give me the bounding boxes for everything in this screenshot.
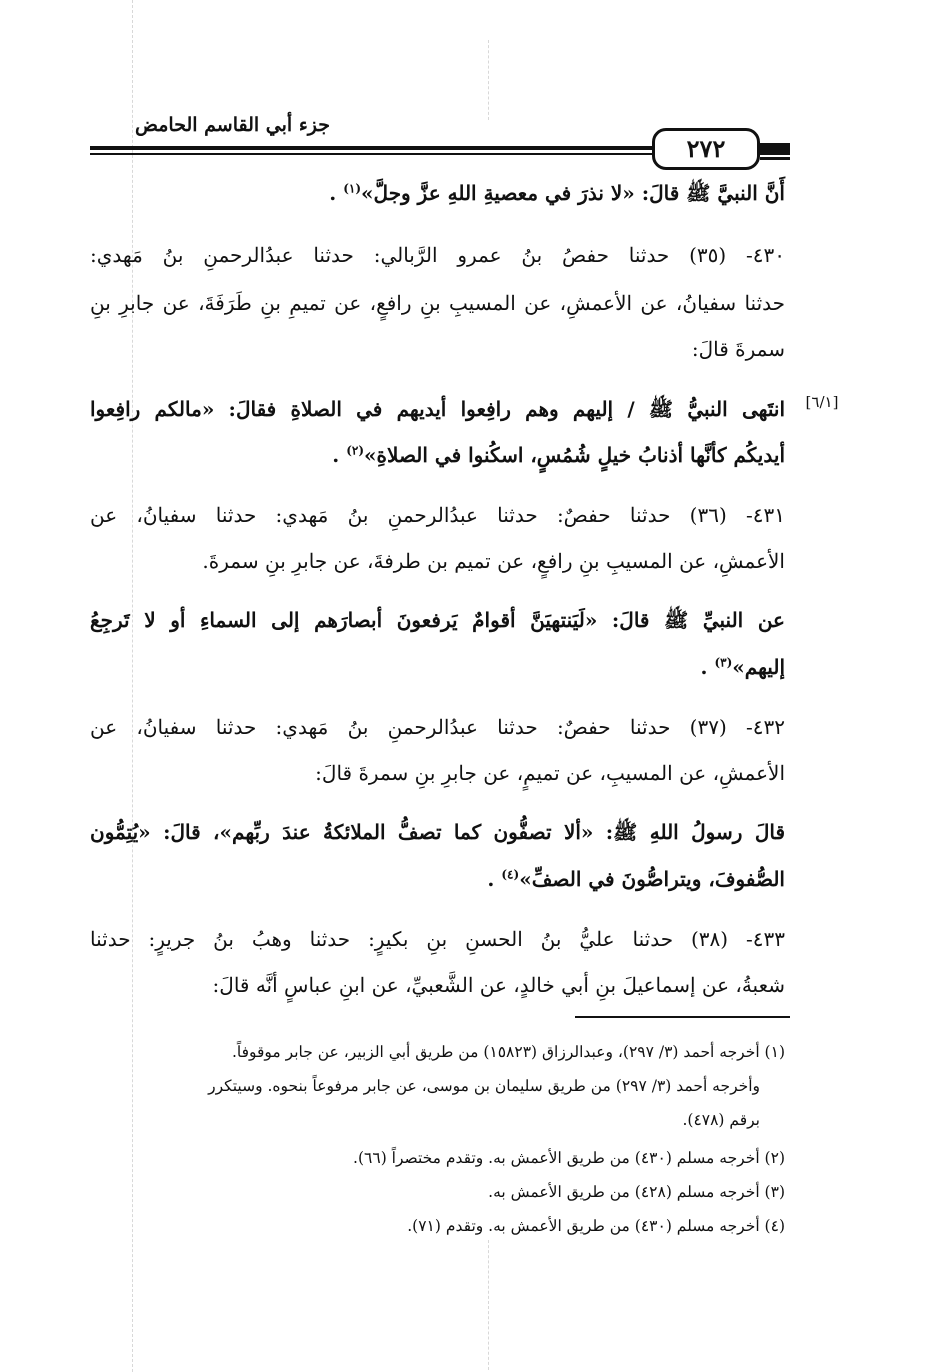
text-line: ٤٣٠- (٣٥) حدثنا حفصُ بنُ عمرو الرَّبالي: حدثنا عبدُالرحمنِ بنُ مَهدي: [90, 243, 786, 267]
footnote-marker: (٤) [501, 867, 520, 882]
footnote-marker: (٢) [346, 443, 365, 458]
text-line: عن النبيِّ ﷺ قالَ: «لَيَنتهيَنَّ أقوامٌ يَرفعونَ أبصارَهم إلى السماءِ أو لا تَرجِعُ [90, 608, 785, 632]
scan-artifact [488, 40, 489, 120]
footnote-rule [575, 1016, 790, 1018]
footnote: وأخرجه أحمد (٣/ ٢٩٧) من طريق سليمان بن موسى، عن جابر مرفوعاً بنحوه. وسيتكرر [208, 1077, 760, 1095]
manuscript-folio-ref: [٦/١] [805, 393, 839, 411]
page-number: ٢٧٢ [652, 128, 760, 170]
text-line: ٤٣١- (٣٦) حدثنا حفصٌ: حدثنا عبدُالرحمنِ بنُ مَهدي: حدثنا سفيانُ، عن [90, 503, 785, 527]
footnote: (١) أخرجه أحمد (٣/ ٢٩٧)، وعبدالرزاق (١٥٨٢٣) من طريق أبي الزبير، عن جابر موقوفاً. [231, 1043, 785, 1061]
text-line: حدثنا سفيانُ، عن الأعمشِ، عن المسيبِ بنِ رافعٍ، عن تميمِ بنِ طَرَفَةَ، عن جابرِ بنِ [90, 291, 786, 315]
text-line: شعبةُ، عن إسماعيلَ بنِ أبي خالدٍ، عن الشَّعبيِّ، عن ابنِ عباسٍ أنَّه قالَ: [212, 973, 785, 997]
footnote: (٣) أخرجه مسلم (٤٢٨) من طريق الأعمش به. [488, 1183, 785, 1201]
footnote-marker: (١) [343, 181, 362, 196]
text-line: سمرةَ قالَ: [691, 337, 785, 361]
text-line-content: إليهم» [732, 655, 785, 679]
text-line: انتَهى النبيُّ ﷺ / إليهم وهم رافِعوا أيديهم في الصلاةِ فقالَ: «مالكم رافِعوا [90, 397, 785, 421]
text-line: ٤٣٣- (٣٨) حدثنا عليُّ بنُ الحسنِ بنِ بكيرٍ: حدثنا وهبُ بنُ جريرٍ: حدثنا [90, 927, 785, 951]
footnote: (٢) أخرجه مسلم (٤٣٠) من طريق الأعمش به. وتقدم مختصراً (٦٦). [353, 1149, 785, 1167]
text-line-content: الصُّفوفَ، ويتراصُّونَ في الصفِّ» [519, 867, 785, 891]
text-line: الأعمشِ، عن المسيبِ، عن تميمٍ، عن جابرِ بنِ سمرةَ قالَ: [315, 761, 785, 785]
page-box-bar [760, 143, 790, 146]
text-line: الصُّفوفَ، ويتراصُّونَ في الصفِّ»$^{(٤)}$ . [487, 867, 785, 891]
footnote: برقم (٤٧٨). [682, 1111, 760, 1129]
footnote: (٤) أخرجه مسلم (٤٣٠) من طريق الأعمش به. وتقدم (٧١). [407, 1217, 785, 1235]
page-box-bar [760, 157, 790, 160]
text-line: إليهم»$^{(٣)}$ . [700, 655, 785, 679]
text-line: أيديكُم كأنَّها أذنابُ خيلٍ شُمُسٍ، اسكُنوا في الصلاةِ»$^{(٢)}$ . [332, 443, 785, 467]
text-line-content: أَنَّ النبيَّ ﷺ قالَ: «لا نذرَ في معصيةِ اللهِ عزَّ وجلَّ» [361, 181, 785, 205]
text-line: ٤٣٢- (٣٧) حدثنا حفصٌ: حدثنا عبدُالرحمنِ بنُ مَهدي: حدثنا سفيانُ، عن [90, 715, 785, 739]
text-line: أَنَّ النبيَّ ﷺ قالَ: «لا نذرَ في معصيةِ اللهِ عزَّ وجلَّ»$^{(١)}$ . [329, 181, 785, 205]
text-line-content: أيديكُم كأنَّها أذنابُ خيلٍ شُمُسٍ، اسكُنوا في الصلاةِ» [364, 443, 785, 467]
scan-artifact [488, 1240, 489, 1370]
footnote-marker: (٣) [714, 655, 733, 670]
running-title: جزء أبي القاسم الحامض [134, 114, 330, 136]
scan-artifact [132, 0, 133, 1372]
text-line: الأعمشِ، عن المسيبِ بنِ رافعٍ، عن تميم بن طرفةَ، عن جابرِ بنِ سمرةَ. [202, 549, 785, 573]
text-line: قالَ رسولُ اللهِ ﷺ: «ألا تصفُّون كما تصفُّ الملائكةُ عندَ ربِّهم»، قالَ: «يُتِمُّون [90, 820, 785, 844]
page-box-bar [760, 150, 790, 153]
